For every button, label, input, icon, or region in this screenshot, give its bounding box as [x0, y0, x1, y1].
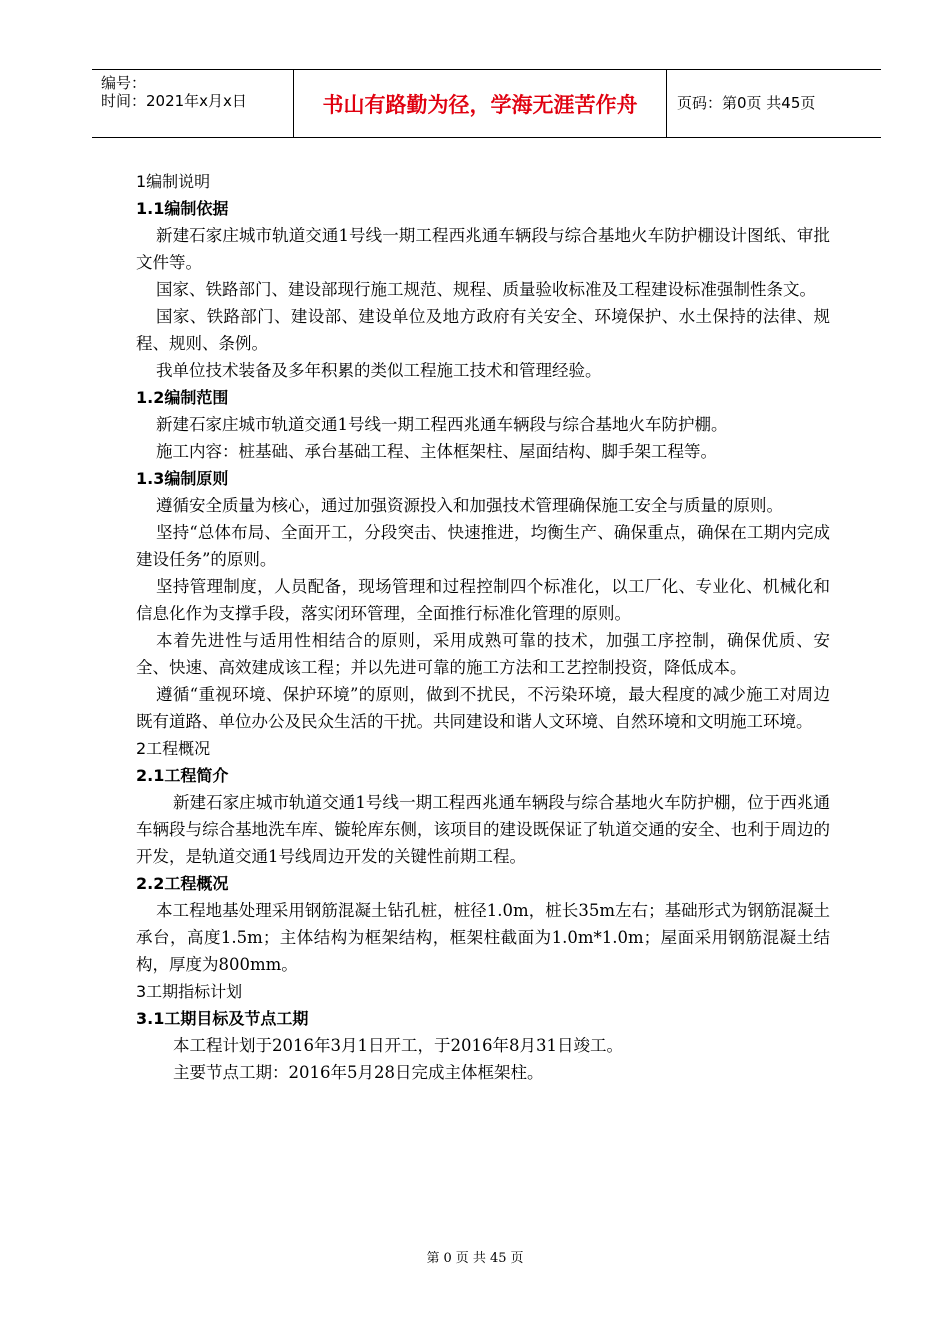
subsection-heading: 1.3编制原则	[136, 469, 229, 488]
footer-total-pages: 45	[489, 1251, 507, 1266]
body-paragraph: 主要节点工期：2016年5月28日完成主体框架柱。	[173, 1063, 544, 1082]
header-motto: 书山有路勤为径，学海无涯苦作舟	[322, 93, 638, 117]
body-paragraph: 我单位技术装备及多年积累的类似工程施工技术和管理经验。	[156, 361, 602, 380]
document-body	[136, 168, 830, 1086]
body-paragraph: 本工程计划于2016年3月1日开工，于2016年8月31日竣工。	[173, 1036, 623, 1055]
body-paragraph: 新建石家庄城市轨道交通1号线一期工程西兆通车辆段与综合基地火车防护棚。	[156, 415, 728, 434]
header-left-cell	[92, 70, 293, 137]
document-header	[92, 69, 881, 138]
doc-time-label: 时间：2021年x月x日	[101, 92, 247, 110]
header-page-cell	[667, 70, 881, 137]
subsection-heading: 2.2工程概况	[136, 874, 229, 893]
subsection-heading: 3.1工期目标及节点工期	[136, 1009, 309, 1028]
footer-page-number: 0	[443, 1251, 452, 1266]
footer-middle: 页 共	[455, 1251, 486, 1266]
doc-number-label: 编号：	[101, 74, 147, 92]
body-paragraph: 国家、铁路部门、建设部现行施工规范、规程、质量验收标准及工程建设标准强制性条文。	[156, 280, 816, 299]
footer-prefix: 第	[426, 1251, 440, 1266]
body-paragraph: 本工程地基处理采用钢筋混凝土钻孔桩，桩径1.0m，桩长35m左右；基础形式为钢筋混凝土承台，高度1.5m；主体结构为框架结构，框架柱截面为1.0m*1.0m；屋面采用钢筋混凝土结构，厚度为800mm。	[136, 901, 830, 974]
subsection-heading: 1.2编制范围	[136, 388, 229, 407]
body-paragraph: 坚持“总体布局、全面开工，分段突击、快速推进，均衡生产、确保重点，确保在工期内完成建设任务”的原则。	[136, 523, 830, 569]
body-paragraph: 施工内容：桩基础、承台基础工程、主体框架柱、屋面结构、脚手架工程等。	[156, 442, 717, 461]
body-paragraph: 遵循安全质量为核心，通过加强资源投入和加强技术管理确保施工安全与质量的原则。	[156, 496, 783, 515]
subsection-heading: 2.1工程简介	[136, 766, 229, 785]
header-motto-cell	[293, 70, 667, 137]
section-heading: 2工程概况	[136, 739, 211, 758]
subsection-heading: 1.1编制依据	[136, 199, 229, 218]
body-paragraph: 本着先进性与适用性相结合的原则，采用成熟可靠的技术，加强工序控制，确保优质、安全、快速、高效建成该工程；并以先进可靠的施工方法和工艺控制投资，降低成本。	[136, 631, 830, 677]
body-paragraph: 国家、铁路部门、建设部、建设单位及地方政府有关安全、环境保护、水土保持的法律、规程、规则、条例。	[136, 307, 830, 353]
footer-suffix: 页	[510, 1251, 524, 1266]
body-paragraph: 遵循“重视环境、保护环境”的原则，做到不扰民，不污染环境，最大程度的减少施工对周边既有道路、单位办公及民众生活的干扰。共同建设和谐人文环境、自然环境和文明施工环境。	[136, 685, 830, 731]
body-paragraph: 新建石家庄城市轨道交通1号线一期工程西兆通车辆段与综合基地火车防护棚，位于西兆通车辆段与综合基地洗车库、镟轮库东侧，该项目的建设既保证了轨道交通的安全、也利于周边的开发，是轨道交通1号线周边开发的关键性前期工程。	[136, 793, 830, 866]
header-page-info: 页码：第0页 共45页	[677, 94, 816, 112]
section-heading: 1编制说明	[136, 172, 211, 191]
body-paragraph: 坚持管理制度，人员配备，现场管理和过程控制四个标准化，以工厂化、专业化、机械化和信息化作为支撑手段，落实闭环管理，全面推行标准化管理的原则。	[136, 577, 830, 623]
section-heading: 3工期指标计划	[136, 982, 243, 1001]
body-paragraph: 新建石家庄城市轨道交通1号线一期工程西兆通车辆段与综合基地火车防护棚设计图纸、审批文件等。	[136, 226, 830, 272]
page-footer	[0, 1247, 950, 1266]
